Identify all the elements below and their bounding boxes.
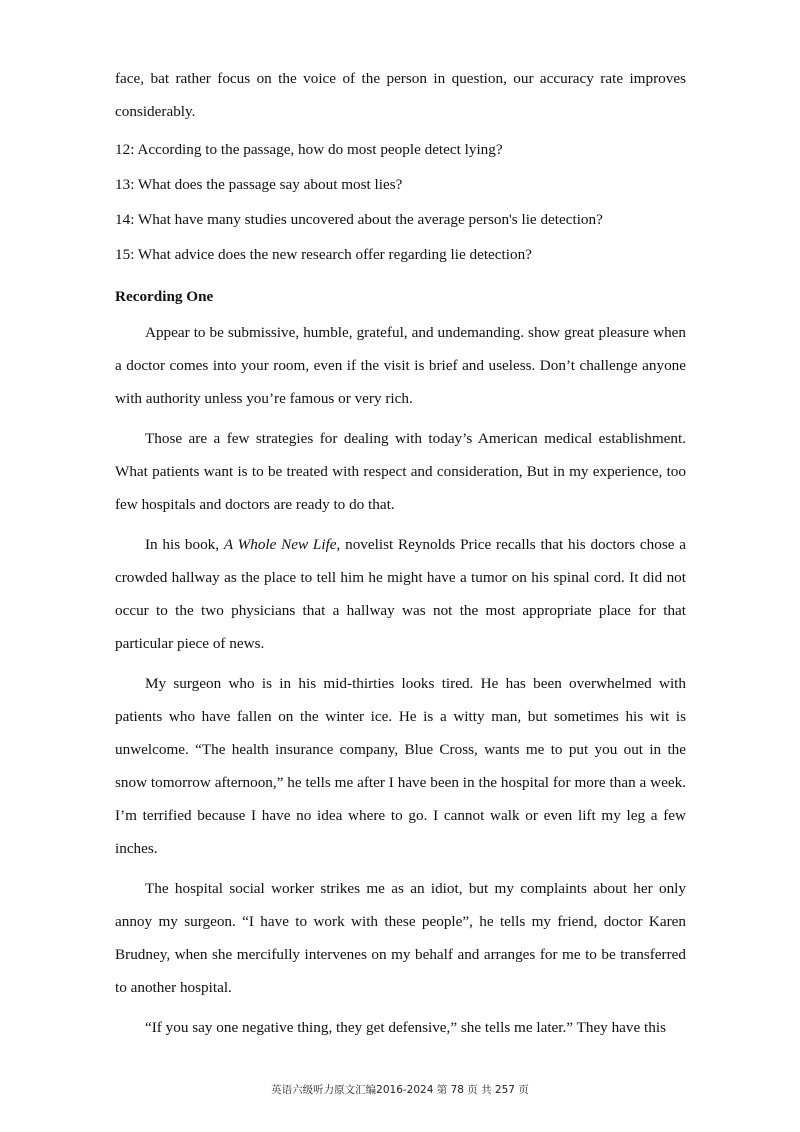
paragraph-2: Those are a few strategies for dealing with today’s American medical establishment. What patients want is to be treated with respect and consideration, But in my experience, too few hospitals and doctors are ready to do that.	[115, 430, 686, 513]
question-15: 15: What advice does the new research offer regarding lie detection?	[115, 246, 532, 263]
paragraph-3-rest: , novelist Reynolds Price recalls that his doctors chose a crowded hallway as the place to tell him he might have a tumor on his spinal cord. It did not occur to the two physicians that a hallway was not the most appropriate place for that particular piece of news.	[115, 536, 686, 652]
book-title: A Whole New Life	[223, 536, 337, 553]
document-body	[115, 62, 686, 1044]
paragraph-1: Appear to be submissive, humble, grateful, and undemanding. show great pleasure when a doctor comes into your room, even if the visit is brief and useless. Don’t challenge anyone with authority unless you’re famous or very rich.	[115, 324, 686, 407]
question-list	[115, 132, 686, 272]
section-title: Recording One	[115, 288, 214, 305]
page-footer: 英语六级听力原文汇编2016-2024 第 78 页 共 257 页	[271, 1084, 529, 1096]
question-14: 14: What have many studies uncovered about the average person's lie detection?	[115, 211, 603, 228]
paragraph-3-lead: In his book,	[145, 536, 224, 553]
paragraph-4: My surgeon who is in his mid-thirties looks tired. He has been overwhelmed with patients who have fallen on the winter ice. He is a witty man, but sometimes his wit is unwelcome. “The health insurance company, Blue Cross, wants me to put you out in the snow tomorrow afternoon,” he tells me after I have been in the hospital for more than a week. I’m terrified because I have no idea where to go. I cannot walk or even lift my leg a few inches.	[115, 675, 686, 857]
continuation-paragraph: face, bat rather focus on the voice of the person in question, our accuracy rate improves considerably.	[115, 70, 686, 120]
paragraph-6: “If you say one negative thing, they get defensive,” she tells me later.” They have this	[145, 1019, 666, 1036]
paragraph-3	[115, 528, 686, 660]
paragraph-5: The hospital social worker strikes me as an idiot, but my complaints about her only annoy my surgeon. “I have to work with these people”, he tells my friend, doctor Karen Brudney, when she mercifully intervenes on my behalf and arranges for me to be transferred to another hospital.	[115, 880, 686, 996]
question-12: 12: According to the passage, how do most people detect lying?	[115, 141, 503, 158]
question-13: 13: What does the passage say about most lies?	[115, 176, 403, 193]
